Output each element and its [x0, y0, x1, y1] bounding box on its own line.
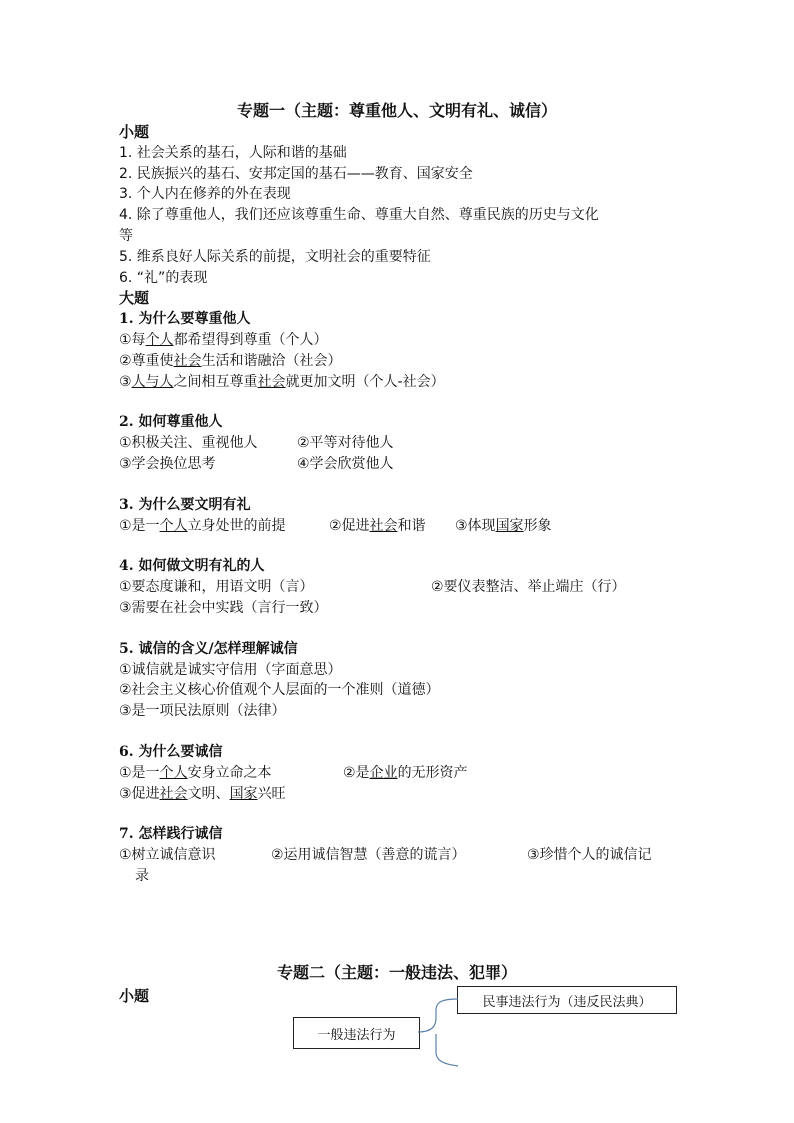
answer-line: ①积极关注、重视他人 ②平等对待他人 — [119, 435, 394, 452]
question-title: 5. 诚信的含义/怎样理解诚信 — [119, 640, 298, 657]
brace-connector — [418, 990, 478, 1080]
small-item: 6. “礼”的表现 — [119, 269, 208, 286]
small-item: 5. 维系良好人际关系的前提，文明社会的重要特征 — [119, 248, 431, 265]
small-item: 2. 民族振兴的基石、安邦定国的基石——教育、国家安全 — [119, 165, 473, 182]
answer-line: ③是一项民法原则（法律） — [119, 703, 286, 720]
topic2-small-heading: 小题 — [119, 987, 150, 1005]
civil-violation-box: 民事违法行为（违反民法典） — [457, 986, 677, 1014]
answer-line: ②尊重使社会生活和谐融洽（社会） — [119, 352, 342, 369]
question-title: 6. 为什么要诚信 — [119, 743, 223, 760]
answer-line-continued: 录 — [135, 867, 149, 884]
topic1-body — [119, 122, 679, 887]
question-title: 7. 怎样践行诚信 — [119, 826, 223, 843]
small-item-continued: 等 — [119, 227, 133, 244]
question-title: 1. 为什么要尊重他人 — [119, 311, 251, 328]
big-questions-heading: 大题 — [119, 289, 150, 308]
answer-line: ①树立诚信意识 ②运用诚信智慧（善意的谎言） ③珍惜个人的诚信记 — [119, 847, 652, 864]
answer-line: ③促进社会文明、国家兴旺 — [119, 785, 286, 802]
topic1-title: 专题一（主题：尊重他人、文明有礼、诚信） — [236, 101, 557, 120]
small-item: 3. 个人内在修养的外在表现 — [119, 186, 291, 203]
answer-line: ③人与人之间相互尊重社会就更加文明（个人-社会） — [119, 373, 445, 390]
answer-line: ②社会主义核心价值观个人层面的一个准则（道德） — [119, 682, 440, 699]
answer-line: ①诚信就是诚实守信用（字面意思） — [119, 661, 342, 678]
answer-line: ①每个人都希望得到尊重（个人） — [119, 331, 328, 348]
answer-line: ③学会换位思考 ④学会欣赏他人 — [119, 455, 394, 472]
general-violation-box: 一般违法行为 — [293, 1017, 420, 1049]
question-title: 2. 如何尊重他人 — [119, 414, 223, 431]
small-item: 4. 除了尊重他人，我们还应该尊重生命、尊重大自然、尊重民族的历史与文化 — [119, 207, 599, 224]
topic2-title: 专题二（主题：一般违法、犯罪） — [276, 963, 517, 982]
small-questions-heading: 小题 — [119, 123, 150, 141]
answer-line: ①是一个人立身处世的前提 ②促进社会和谐 ③体现国家形象 — [119, 517, 552, 534]
question-title: 4. 如何做文明有礼的人 — [119, 558, 265, 575]
answer-line: ①要态度谦和，用语文明（言） ②要仪表整洁、举止端庄（行） — [119, 579, 626, 596]
small-item: 1. 社会关系的基石，人际和谐的基础 — [119, 144, 347, 161]
answer-line: ①是一个人安身立命之本 ②是企业的无形资产 — [119, 764, 468, 781]
question-title: 3. 为什么要文明有礼 — [119, 496, 251, 513]
answer-line: ③需要在社会中实践（言行一致） — [119, 599, 328, 616]
